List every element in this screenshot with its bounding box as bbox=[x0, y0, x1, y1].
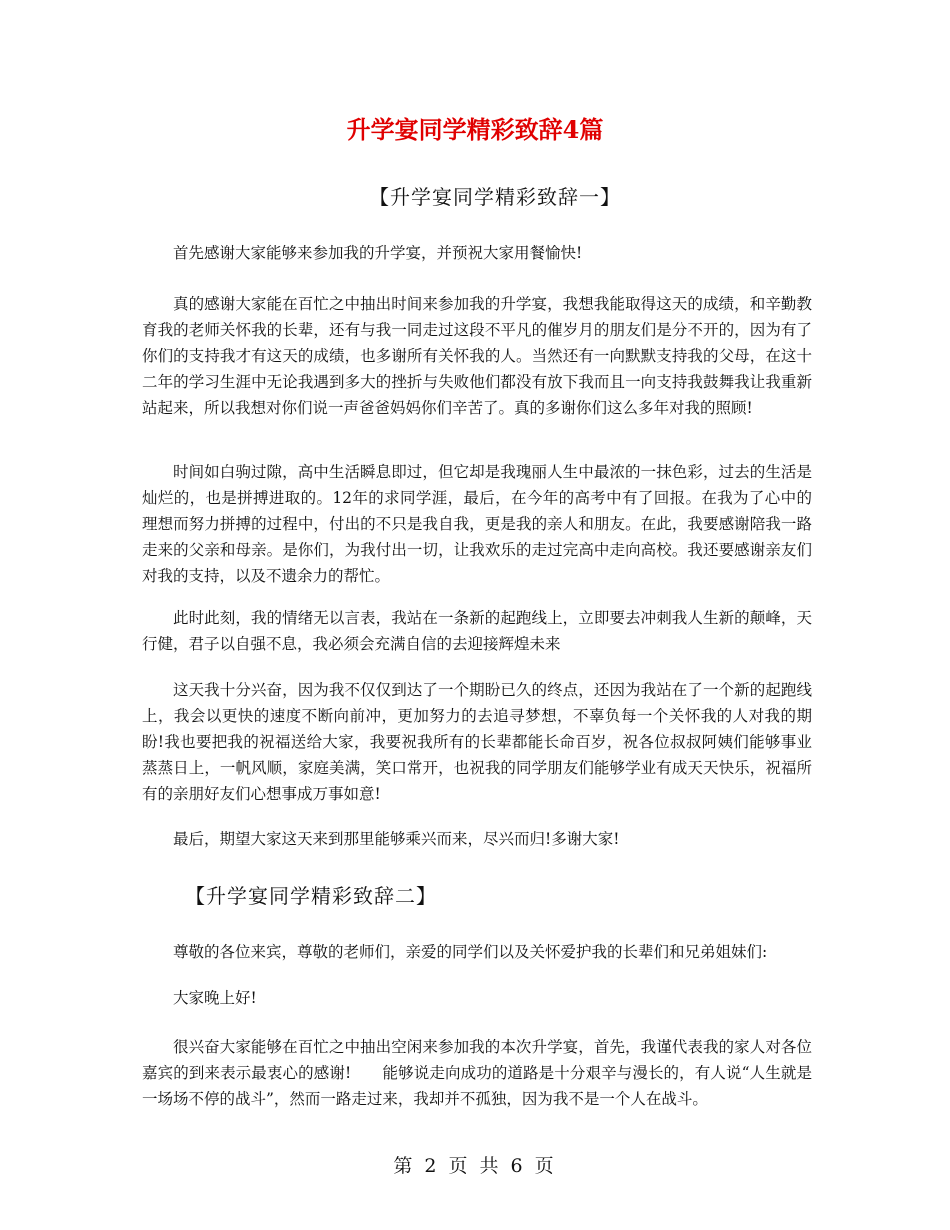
section1-heading: 【升学宴同学精彩致辞一】 bbox=[369, 185, 621, 209]
paragraph: 首先感谢大家能够来参加我的升学宴，并预祝大家用餐愉快! bbox=[173, 244, 583, 262]
section2-heading: 【升学宴同学精彩致辞二】 bbox=[185, 884, 437, 908]
paragraph: 很兴奋大家能够在百忙之中抽出空闲来参加我的本次升学宴，首先，我谨代表我的家人对各位嘉宾的到来表示最衷心的感谢! 能够说走向成功的道路是十分艰辛与漫长的，有人说“人生就是一场场不停的战斗”，然而一路走过来，我却并不孤独，因为我不是一个人在战斗。 bbox=[142, 1038, 812, 1108]
paragraph: 这天我十分兴奋，因为我不仅仅到达了一个期盼已久的终点，还因为我站在了一个新的起跑线上，我会以更快的速度不断向前冲，更加努力的去追寻梦想，不辜负每一个关怀我的人对我的期盼!我也要把我的祝福送给大家，我要祝我所有的长辈都能长命百岁，祝各位叔叔阿姨们能够事业蒸蒸日上，一帆风顺，家庭美满，笑口常开，也祝我的同学朋友们能够学业有成天天快乐，祝福所有的亲朋好友们心想事成万事如意! bbox=[142, 681, 812, 803]
paragraph: 尊敬的各位来宾，尊敬的老师们，亲爱的同学们以及关怀爱护我的长辈们和兄弟姐妹们: bbox=[173, 943, 768, 961]
paragraph: 真的感谢大家能在百忙之中抽出时间来参加我的升学宴，我想我能取得这天的成绩，和辛勤教育我的老师关怀我的长辈，还有与我一同走过这段不平凡的催岁月的朋友们是分不开的，因为有了你们的支持我才有这天的成绩，也多谢所有关怀我的人。当然还有一向默默支持我的父母，在这十二年的学习生涯中无论我遇到多大的挫折与失败他们都没有放下我而且一向支持我鼓舞我让我重新站起来，所以我想对你们说一声爸爸妈妈你们辛苦了。真的多谢你们这么多年对我的照顾! bbox=[142, 295, 812, 417]
document-title: 升学宴同学精彩致辞4篇 bbox=[346, 115, 604, 144]
paragraph: 最后，期望大家这天来到那里能够乘兴而来，尽兴而归!多谢大家! bbox=[173, 830, 620, 848]
paragraph: 大家晚上好! bbox=[173, 989, 257, 1007]
paragraph: 时间如白驹过隙，高中生活瞬息即过，但它却是我瑰丽人生中最浓的一抹色彩，过去的生活是灿烂的，也是拼搏进取的。12年的求同学涯，最后，在今年的高考中有了回报。在我为了心中的理想而努力拼搏的过程中，付出的不只是我自我，更是我的亲人和朋友。在此，我要感谢陪我一路走来的父亲和母亲。是你们，为我付出一切，让我欢乐的走过完高中走向高校。我还要感谢亲友们对我的支持，以及不遗余力的帮忙。 bbox=[142, 463, 812, 585]
paragraph: 此时此刻，我的情绪无以言表，我站在一条新的起跑线上，立即要去冲刺我人生新的颠峰，天行健，君子以自强不息，我必须会充满自信的去迎接辉煌未来 bbox=[142, 609, 812, 653]
page-footer: 第 2 页 共 6 页 bbox=[393, 1155, 557, 1177]
